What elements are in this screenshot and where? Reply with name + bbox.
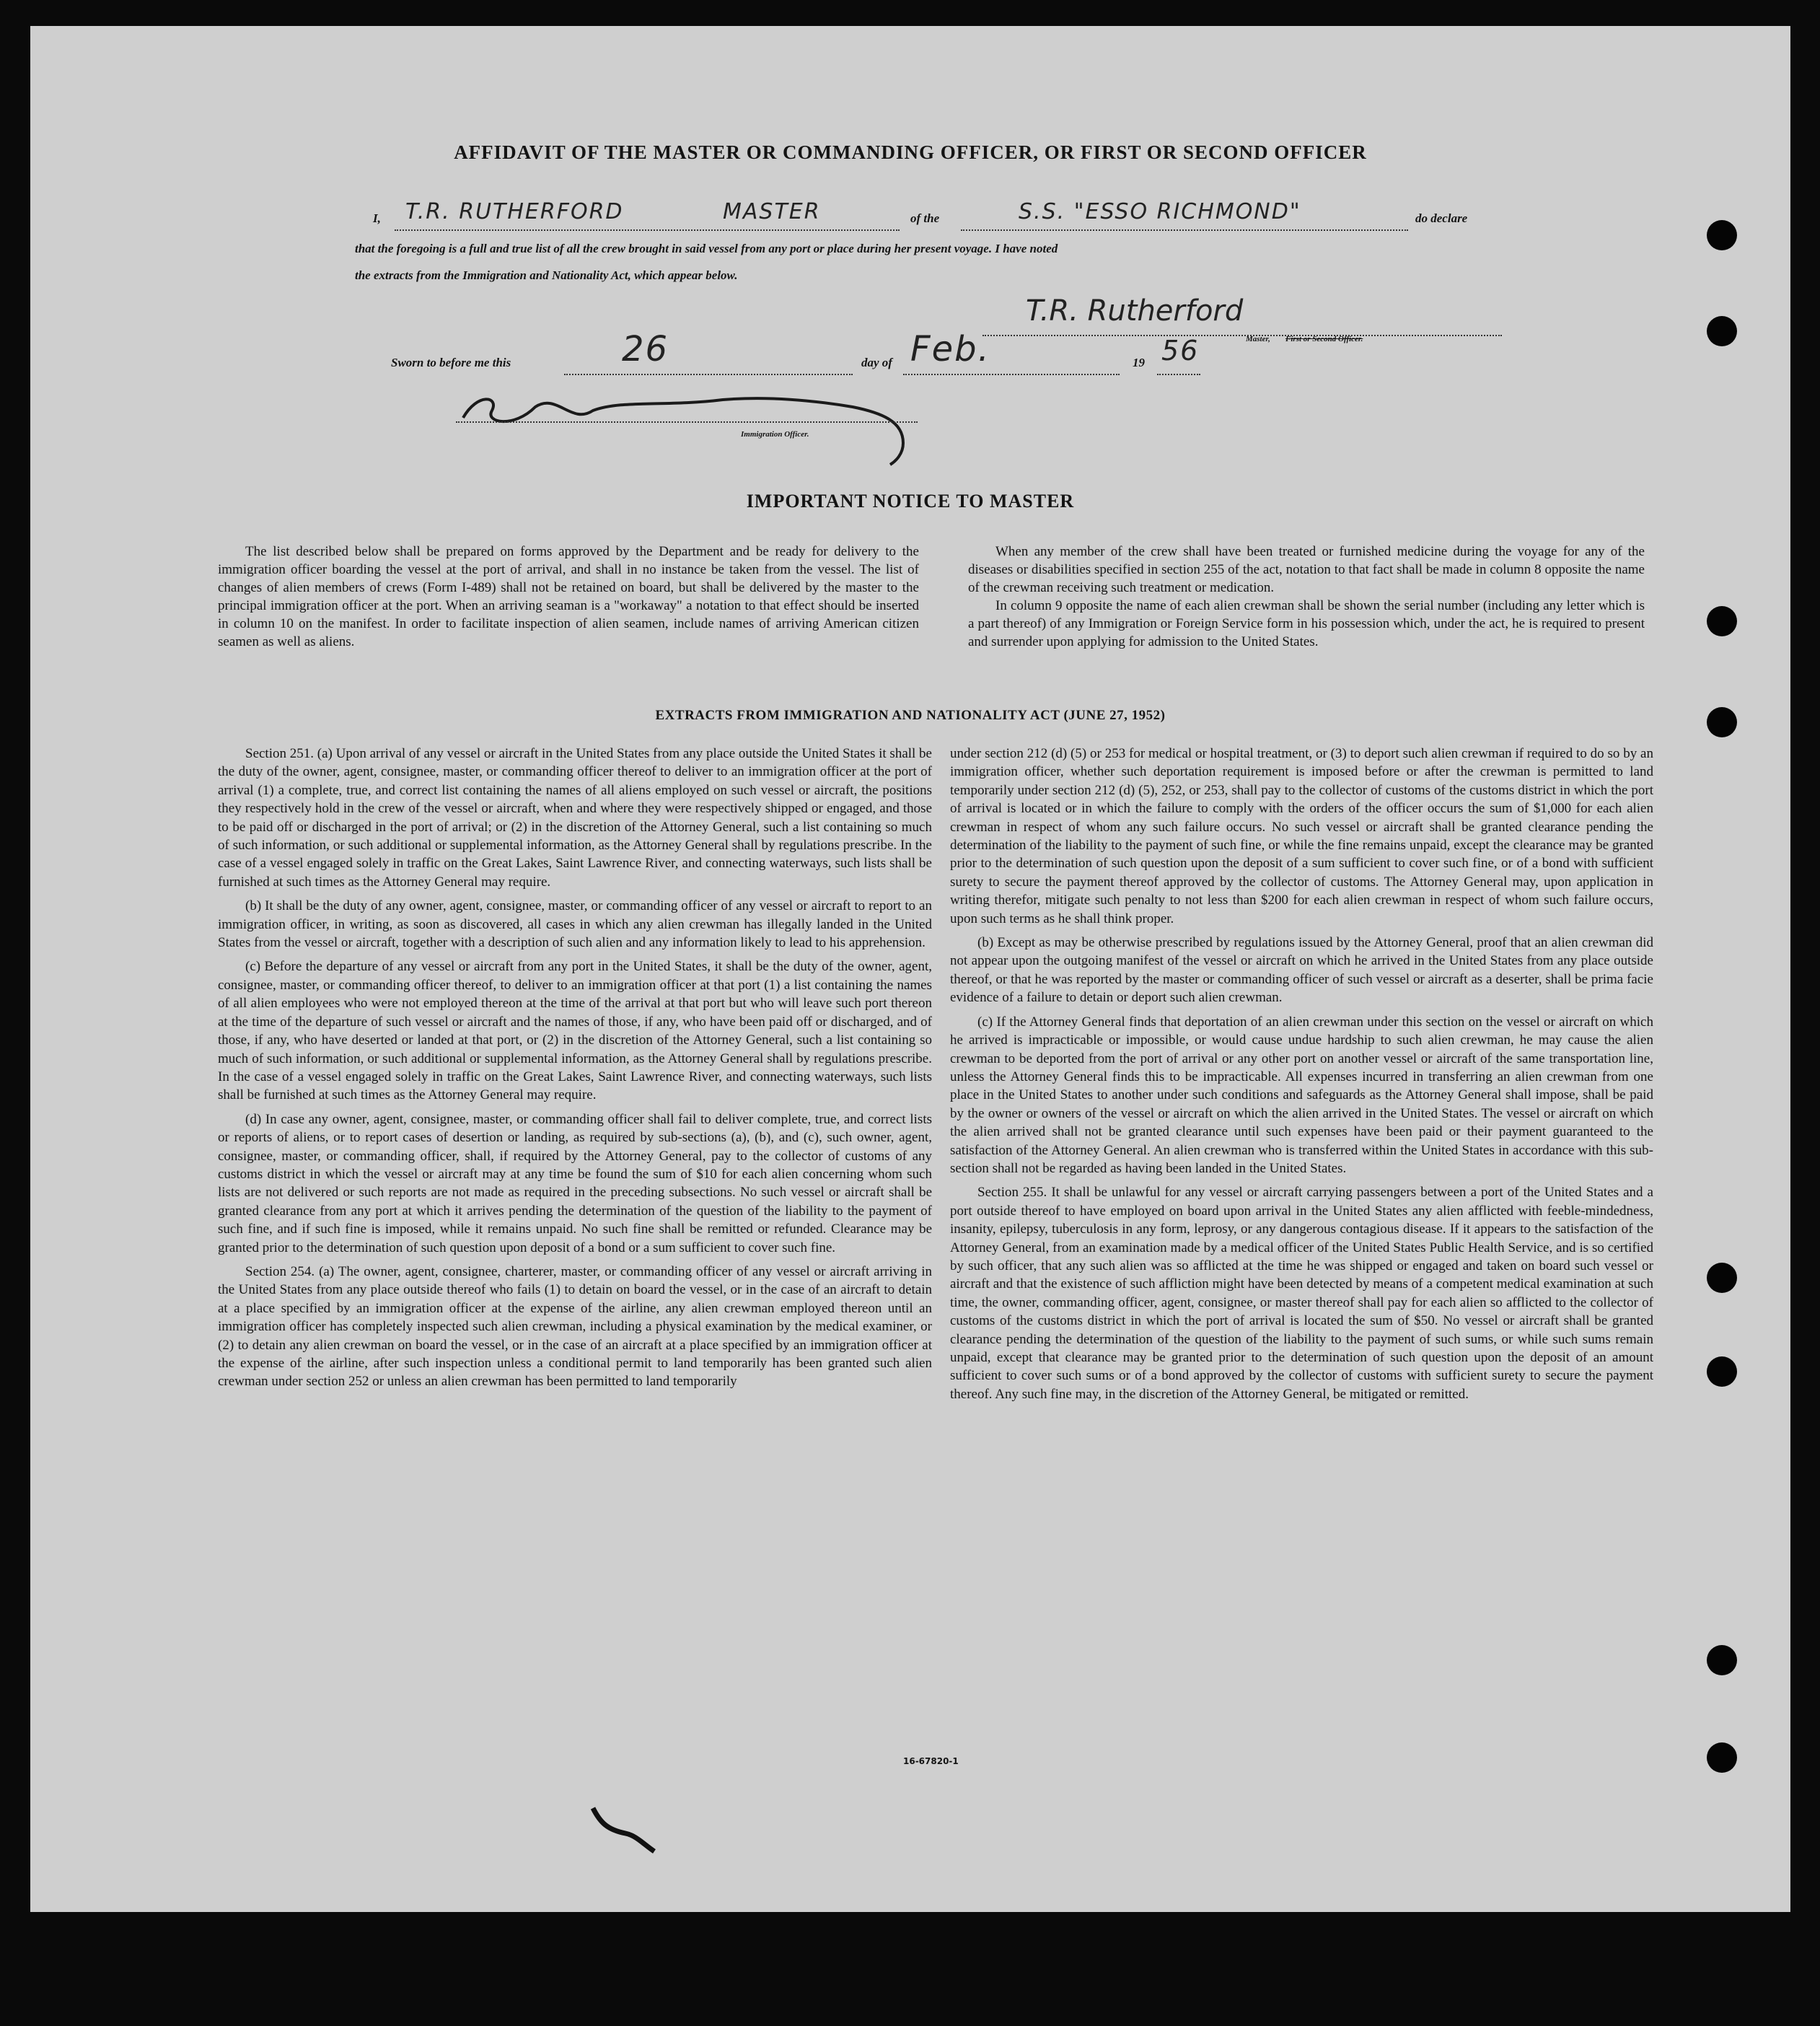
notice-right-paragraph-1: When any member of the crew shall have been treated or furnished medicine during the voyage for any of the diseases or disabilities specified in section 255 of the act, notation to that fact shall be made in column 8 opposite the name of the crewman receiving such treatment or medication. <box>968 544 1645 595</box>
vessel-name-handwritten: S.S. "ESSO RICHMOND" <box>1019 199 1301 224</box>
section-254-c: (c) If the Attorney General finds that deportation of an alien crewman under this section on the vessel or aircraft on which he arrived is impracticable or impossible, or would cause undue hardship to such alien crewman, he may cause the alien crewman to be deported from the port of arrival or any other port on another vessel or aircraft of the same transportation line, unless the Attorney General finds this to be impracticable. All expenses incurred in transferring an alien crewman from one place in the United States to another under such conditions and safeguards as the Attorney General shall impose, shall be paid by the owner or owners of the vessel or aircraft on which the alien arrived in the United States. The vessel or aircraft on which the alien arrived shall not be granted clearance until such expenses have been paid or their payment guaranteed to the satisfaction of the Attorney General. An alien crewman who is transferred within the United States in accordance with this sub-section shall not be regarded as having been landed in the United States. <box>950 1014 1653 1176</box>
notice-right-column <box>968 543 1645 651</box>
section-254-b: (b) Except as may be otherwise prescribed by regulations issued by the Attorney General, proof that an alien crewman did not appear upon the outgoing manifest of the vessel or aircraft on which he arrived in the United States from any place outside thereof, or that he was reported by the master or commanding officer of such vessel or aircraft as a deserter, shall be prima facie evidence of a failure to detain or deport such alien crewman. <box>950 935 1653 1006</box>
officer-signature-scribble <box>449 378 954 472</box>
sworn-label: Sworn to before me this <box>391 356 511 369</box>
notice-title: IMPORTANT NOTICE TO MASTER <box>746 491 1075 512</box>
binder-hole <box>1707 220 1737 250</box>
document-page <box>30 26 1790 1912</box>
form-code: 16-67820-1 <box>903 1756 959 1766</box>
officer-caption: Immigration Officer. <box>741 430 809 439</box>
section-254-a: Section 254. (a) The owner, agent, consignee, charterer, master, or commanding officer of any vessel or aircraft arriving in the United States from any place outside thereof who fails (1) to detain on board the vessel, or in the case of an aircraft to detain at a place specified by an immigration officer at the expense of the airline, any alien crewman employed thereon until an immigration officer has completely inspected such alien crewman, including a physical examination by the medical examiner, or (2) to detain any alien crewman on board the vessel, or in the case of an aircraft at a place specified by an immigration officer at the expense of the airline, after such inspection unless a conditional permit to land temporarily has been granted such alien crewman under section 252 or unless an alien crewman has been permitted to land temporarily <box>218 1263 932 1390</box>
notice-left-paragraph: The list described below shall be prepared on forms approved by the Department and be ready for delivery to the immigration officer boarding the vessel at the port of arrival, and shall in no instance be taken from the vessel. The list of changes of alien members of crews (Form I-489) shall not be retained on board, but shall be delivered by the master to the principal immigration officer at the port. When an arriving seaman is a "workaway" a notation to that effect should be inserted in column 10 on the manifest. In order to facilitate inspection of alien seamen, include names of arriving American citizen seamen as well as aliens. <box>218 544 919 649</box>
extracts-left-column <box>218 745 932 1397</box>
sworn-month-handwritten: Feb. <box>910 329 990 369</box>
section-251-d: (d) In case any owner, agent, consignee, master, or commanding officer shall fail to deliver complete, true, and correct lists or reports of aliens, or to report cases of desertion or landing, as required by sub-sections (a), (b), and (c), such owner, agent, consignee, master, or commanding officer, shall, if required by the Attorney General, pay to the collector of customs of any customs district in which the vessel or aircraft may at any time be found the sum of $10 for each alien concerning whom such lists are not delivered or such reports are not made as required in the preceding subsections. No such vessel or aircraft shall be granted clearance from any port at which it arrives pending the determination of the question of the liability to the payment of such fine, and if such fine is imposed, while it remains unpaid. No such fine shall be remitted or refunded. Clearance may be granted prior to the determination of such question upon deposit of a bond or a sum sufficient to cover such fine. <box>218 1111 932 1255</box>
binder-hole <box>1707 1645 1737 1675</box>
declare-prefix: I, <box>373 211 381 225</box>
extracts-right-column <box>950 745 1653 1409</box>
sworn-year-handwritten: 56 <box>1161 335 1200 367</box>
section-251-b: (b) It shall be the duty of any owner, agent, consignee, master, or commanding officer of any vessel or aircraft to report to an immigration officer, in writing, as soon as discovered, all cases in which any alien crewman has illegally landed in the United States from the vessel or aircraft, together with a description of such alien and any information likely to lead to his apprehension. <box>218 898 932 951</box>
year-century-label: 19 <box>1133 356 1145 369</box>
binder-hole <box>1707 316 1737 346</box>
day-of-label: day of <box>861 356 892 369</box>
notice-right-paragraph-2: In column 9 opposite the name of each alien crewman shall be shown the serial number (including any letter which is a part thereof) of any Immigration or Foreign Service form in his possession which, under the act, he is required to present and surrender upon applying for admission to the United States. <box>968 598 1645 649</box>
section-251-a: Section 251. (a) Upon arrival of any vessel or aircraft in the United States from any place outside the United States it shall be the duty of the owner, agent, consignee, master, or commanding officer thereof to deliver to an immigration officer at the port of arrival (1) a complete, true, and correct list containing the names of all aliens employed on such vessel or aircraft, the positions they respectively hold in the crew of the vessel or aircraft, when and where they were respectively shipped or engaged, and those to be paid off or discharged in the port of arrival; or (2) in the discretion of the Attorney General, such a list containing so much of such information, or such additional or supplemental information, as the Attorney General shall by regulations prescribe. In the case of a vessel engaged solely in traffic on the Great Lakes, Saint Lawrence River, and connecting waterways, such lists shall be furnished at such times as the Attorney General may require. <box>218 746 932 890</box>
declare-line-2: that the foregoing is a full and true list of all the crew brought in said vessel from any port or place during her present voyage. I have noted <box>355 242 1058 255</box>
officer-signature-line <box>456 421 918 423</box>
binder-hole <box>1707 1263 1737 1293</box>
section-254-a-continued: under section 212 (d) (5) or 253 for medical or hospital treatment, or (3) to deport such alien crewman if required to do so by an immigration officer, whether such deportation requirement is imposed before or after the crewman is permitted to land temporarily under section 212 (d) (5), 252, or 253, shall pay to the collector of customs of the customs district in which the port of arrival is located or in which the failure to comply with the orders of the officer occurs the sum of $1,000 for each alien crewman in respect of whom any such failure occurs. No such vessel or aircraft shall be granted clearance pending the determination of the liability to the payment of such fine, or while the fine remains unpaid, except the clearance may be granted prior to the determination of such question upon the deposit of a sum sufficient to cover such fine, or of a bond with sufficient surety to secure the payment thereof approved by the collector of customs. The Attorney General may, upon application in writing therefor, mitigate such penalty to not less than $200 for each alien crewman in respect of whom such failure occurs, upon such terms as he shall think proper. <box>950 746 1653 926</box>
declare-line-3: the extracts from the Immigration and Nationality Act, which appear below. <box>355 268 738 282</box>
section-251-c: (c) Before the departure of any vessel or aircraft from any port in the United States, it shall be the duty of the owner, agent, consignee, master, or commanding officer thereof, to deliver to an immigration officer at that port (1) a list containing the names of all alien employees who were not employed thereon at the time of the arrival at that port but who will leave such port thereon at the time of the departure of such vessel or aircraft and the names of those, if any, who have been paid off or discharged, and of those, if any, who have deserted or landed at that port, or (2) in the discretion of the Attorney General, such a list containing so much of such information, or such additional or supplemental information, as the Attorney General shall by regulations prescribe. In the case of a vessel engaged solely in traffic on the Great Lakes, Saint Lawrence River, and connecting waterways, such lists shall be furnished at such times as the Attorney General may require. <box>218 959 932 1103</box>
affidavit-title: AFFIDAVIT OF THE MASTER OR COMMANDING OFFICER, OR FIRST OR SECOND OFFICER <box>454 141 1367 163</box>
binder-hole <box>1707 1356 1737 1387</box>
section-255: Section 255. It shall be unlawful for any vessel or aircraft carrying passengers between a port of the United States and a port outside thereof to have employed on board upon arrival in the United States any alien afflicted with feeble-mindedness, insanity, epilepsy, tuberculosis in any form, leprosy, or any dangerous contagious disease. If it appears to the satisfaction of the Attorney General, from an examination made by a medical officer of the United States Public Health Service, and is so certified by such officer, that any such alien was so afflicted at the time he was shipped or engaged and taken on board such vessel or aircraft and that the existence of such affliction might have been detected by means of a competent medical examination at such time, the owner, commanding officer, agent, consignee, or master thereof shall pay for each alien so afflicted to the collector of customs of the customs district in which the port of arrival is located the sum of $50. No vessel or aircraft shall be granted clearance pending the determination of the question of the liability to the payment of such sums, or while such sums remain unpaid, except that clearance may be granted prior to the determination of such question upon the deposit of an amount sufficient to cover such sums or of a bond approved by the collector of customs with sufficient surety to secure the payment thereof. Any such fine may, in the discretion of the Attorney General, be mitigated or remitted. <box>950 1185 1653 1402</box>
binder-hole <box>1707 1742 1737 1773</box>
stray-ink-mark <box>586 1801 665 1866</box>
master-signature: T.R. Rutherford <box>1026 294 1244 328</box>
rank-handwritten: MASTER <box>723 199 821 224</box>
binder-hole <box>1707 707 1737 737</box>
signature-caption-master: Master, <box>1246 335 1270 343</box>
do-declare-label: do declare <box>1415 211 1468 225</box>
master-name-handwritten: T.R. RUTHERFORD <box>405 199 624 224</box>
extracts-title: EXTRACTS FROM IMMIGRATION AND NATIONALITY ACT (JUNE 27, 1952) <box>655 708 1166 723</box>
binder-hole <box>1707 606 1737 636</box>
signature-caption-struck: First or Second Officer. <box>1285 335 1363 343</box>
sworn-day-handwritten: 26 <box>622 329 669 369</box>
signature-line <box>982 328 1502 336</box>
notice-left-column <box>218 543 919 651</box>
sworn-day-field <box>564 352 853 375</box>
of-the-label: of the <box>910 211 940 225</box>
